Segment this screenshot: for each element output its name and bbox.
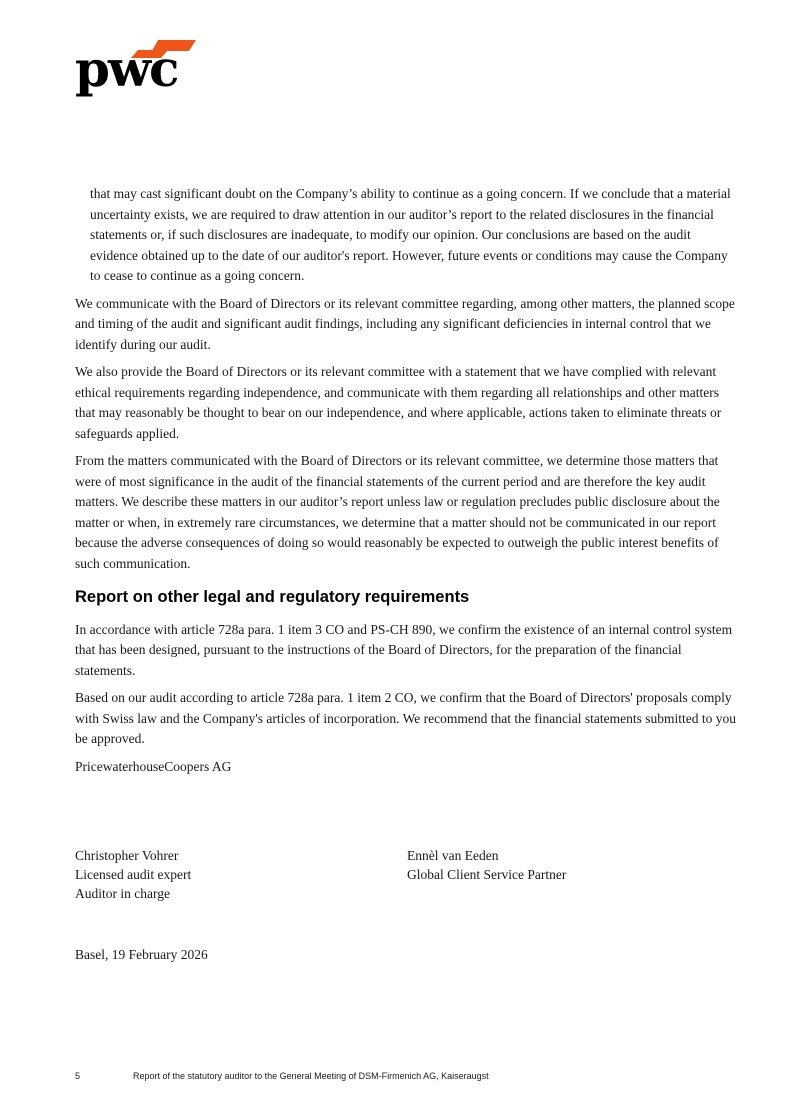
signatory-name: Christopher Vohrer (75, 848, 179, 863)
paragraph-key-audit-matters: From the matters communicated with the Board of Directors or its relevant committee, we determine those matters that were of most significance in the audit of the financial statements of the current period and are therefore the key audit matters. We describe these matters in our auditor’s report unless law or regulation precludes public disclosure about the matter or when, in extremely rare circumstances, we determine that a matter should not be communicated in our report because the adverse consequences of doing so would reasonably be expected to outweigh the public interest benefits of such communication. (75, 453, 720, 571)
paragraph-internal-control-system: In accordance with article 728a para. 1 item 3 CO and PS-CH 890, we confirm the existence of an internal control system that has been designed, pursuant to the instructions of the Board of Directors, for the preparation of the financial statements. (75, 621, 733, 678)
report-body (75, 184, 739, 784)
signatory-name: Ennèl van Eeden (407, 848, 499, 863)
signatory-title: Global Client Service Partner (407, 867, 567, 882)
signature-left (75, 846, 375, 903)
footer-report-title: Report of the statutory auditor to the General Meeting of DSM-Firmenich AG, Kaiseraugst (133, 1071, 489, 1081)
pwc-logo (75, 36, 215, 102)
paragraph-independence-statement: We also provide the Board of Directors or its relevant committee with a statement that we have complied with relevant ethical requirements regarding independence, and communicate with them regarding all relationships and other matters that may reasonably be thought to bear on our independence, and where applicable, actions taken to eliminate threats or safeguards applied. (75, 364, 722, 441)
paragraph-board-proposals: Based on our audit according to article 728a para. 1 item 2 CO, we confirm that the Board of Directors' proposals comply with Swiss law and the Company's articles of incorporation. We recommend that the financial statements submitted to you be approved. (75, 690, 736, 747)
firm-name: PricewaterhouseCoopers AG (75, 758, 232, 774)
place-and-date: Basel, 19 February 2026 (75, 946, 208, 962)
signature-right (407, 846, 707, 884)
paragraph-going-concern: that may cast significant doubt on the Company’s ability to continue as a going concern. If we conclude that a material uncertainty exists, we are required to draw attention in our auditor’s report to the related disclosures in the financial statements or, if such disclosures are inadequate, to modify our opinion. Our conclusions are based on the audit evidence obtained up to the date of our auditor's report. However, future events or conditions may cause the Company to cease to continue as a going concern. (90, 186, 731, 283)
paragraph-board-communication: We communicate with the Board of Directors or its relevant committee regarding, among other matters, the planned scope and timing of the audit and significant audit findings, including any significant deficiencies in internal control that we identify during our audit. (75, 295, 735, 352)
pwc-wordmark: pwc (75, 39, 178, 98)
signatory-title: Auditor in charge (75, 886, 170, 901)
section-heading-legal-requirements: Report on other legal and regulatory requirements (75, 588, 470, 606)
page-number: 5 (75, 1071, 81, 1081)
signatory-title: Licensed audit expert (75, 867, 192, 882)
page-footer (75, 1071, 739, 1082)
